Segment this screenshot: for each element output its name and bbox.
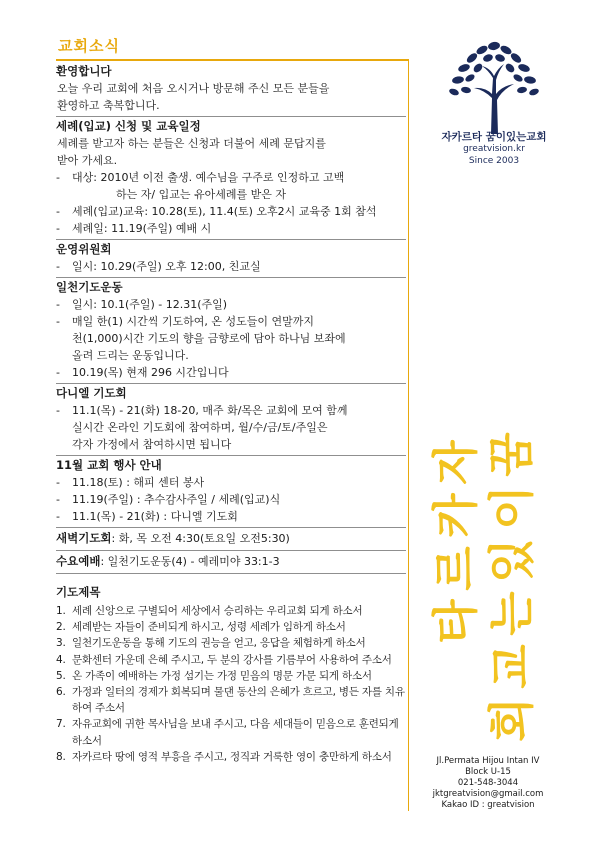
section-label: 수요예배 (56, 554, 101, 568)
section-title: 11월 교회 행사 안내 (56, 458, 162, 472)
title-glyph: 타 (428, 599, 483, 644)
list-text: 10.19(목) 현재 296 시간입니다 (72, 366, 229, 379)
section-prayer-topics (56, 584, 406, 765)
paragraph-line: 받아 가세요. (57, 154, 118, 167)
church-name: 자카르타 꿈이있는교회 (441, 131, 547, 143)
paragraph-line: 환영하고 축복합니다. (57, 99, 160, 112)
prayer-item (56, 619, 406, 635)
section-november (56, 456, 406, 528)
address-line: Jl.Permata Hijou Intan IV (436, 756, 540, 766)
section-prayer-movement (56, 278, 406, 384)
title-glyph: 있 (484, 538, 539, 583)
list-item (56, 296, 406, 313)
list-item (56, 169, 406, 186)
phone-number: 021-548-3044 (457, 778, 519, 788)
list-text: 매일 한(1) 시간씩 기도하여, 온 성도들이 연말까지 (72, 315, 314, 328)
list-dash: - (56, 315, 60, 328)
prayer-item (56, 635, 406, 651)
title-glyph: 꿈 (484, 432, 539, 477)
page-title: 교회소식 (58, 37, 120, 55)
title-glyph: 카 (428, 493, 483, 538)
list-dash: - (56, 404, 60, 417)
paragraph-line: 오늘 우리 교회에 처음 오시거나 방문해 주신 모든 분들을 (57, 82, 330, 95)
list-dash: - (56, 222, 60, 235)
prayer-text: 세례받는 자들이 준비되게 하시고, 성령 세례가 임하게 하소서 (72, 621, 346, 634)
kakao-id: Kakao ID : greatvision (441, 800, 535, 810)
list-item (56, 313, 406, 330)
title-glyph: 교 (484, 644, 539, 689)
list-item (56, 258, 406, 275)
list-continuation: 하는 자/ 입교는 유아세례를 받은 자 (116, 188, 286, 201)
prayer-text: 세례 신앙으로 구별되어 세상에서 승리하는 우리교회 되게 하소서 (72, 605, 363, 617)
title-column-1 (428, 436, 483, 648)
church-website: greatvision.kr (463, 144, 525, 154)
prayer-number: 8. (56, 750, 66, 763)
list-continuation: 실시간 온라인 기도회에 참여하며, 월/수/금/토/주일은 (72, 421, 328, 434)
column-divider (408, 59, 409, 811)
list-item (56, 220, 406, 237)
section-welcome (56, 62, 406, 117)
list-dash: - (56, 510, 60, 523)
title-glyph: 이 (484, 485, 539, 530)
prayer-number: 1. (56, 605, 66, 617)
list-text: 세례일: 11.19(주일) 예배 시 (72, 222, 212, 235)
list-dash: - (56, 298, 60, 311)
section-baptism (56, 117, 406, 240)
section-title: 운영위원회 (56, 242, 112, 256)
list-text: 11.19(주일) : 추수감사주일 / 세례(입교)식 (72, 493, 281, 506)
list-item (56, 474, 406, 491)
prayer-text: 문화센터 가운데 은혜 주시고, 두 분의 강사를 기름부어 사용하여 주소서 (72, 653, 392, 666)
section-wednesday-service (56, 551, 406, 574)
list-dash: - (56, 205, 60, 218)
prayer-number: 2. (56, 621, 66, 634)
prayer-item (56, 652, 406, 668)
prayer-item (56, 716, 406, 748)
list-text: 세례(입교)교육: 10.28(토), 11.4(토) 오후2시 교육중 1회 참석 (72, 205, 377, 218)
prayer-number: 7. (56, 718, 66, 731)
list-dash: - (56, 260, 60, 273)
prayer-number: 4. (56, 653, 66, 666)
list-item (56, 491, 406, 508)
section-title: 환영합니다 (56, 64, 112, 78)
list-item (56, 402, 406, 419)
list-dash: - (56, 493, 60, 506)
vertical-church-title (412, 428, 562, 748)
prayer-text: 일천기도운동을 통해 기도의 권능을 얻고, 응답을 체험하게 하소서 (72, 637, 366, 650)
prayer-text: 자카르타 땅에 영적 부흥을 주시고, 정직과 거룩한 영이 충만하게 하소서 (72, 750, 392, 763)
title-glyph: 회 (484, 697, 539, 742)
prayer-text: 자유교회에 귀한 목사님을 보내 주시고, 다음 세대들이 믿음으로 훈련되게 하소서 (72, 718, 399, 747)
prayer-item (56, 684, 406, 716)
section-text: : 화, 목 오전 4:30(토요일 오전5:30) (111, 532, 290, 545)
prayer-text: 온 가족이 예배하는 가정 섬기는 가정 믿음의 명문 가문 되게 하소서 (72, 669, 372, 682)
list-dash: - (56, 476, 60, 489)
section-title: 세례(입교) 신청 및 교육일정 (56, 119, 201, 133)
prayer-number: 5. (56, 669, 66, 682)
title-column-2 (484, 428, 539, 746)
prayer-text: 가정과 일터의 경제가 회복되며 물댄 동산의 은혜가 흐르고, 병든 자를 치유하여 주소서 (72, 686, 405, 715)
list-continuation: 올려 드리는 운동입니다. (72, 349, 189, 362)
list-dash: - (56, 366, 60, 379)
list-text: 11.18(토) : 해피 센터 봉사 (72, 476, 205, 489)
church-since: Since 2003 (468, 156, 520, 166)
title-glyph: 자 (428, 440, 483, 485)
paragraph-line: 세례를 받고자 하는 분들은 신청과 더불어 세례 문답지를 (57, 137, 326, 150)
address-line: Block U-15 (465, 767, 511, 777)
list-dash: - (56, 171, 60, 184)
section-text: : 일천기도운동(4) - 예레미야 33:1-3 (100, 555, 280, 568)
list-item (56, 364, 406, 381)
tree-logo-icon (440, 38, 548, 134)
prayer-item (56, 749, 406, 765)
prayer-number: 6. (56, 686, 66, 699)
section-committee (56, 240, 406, 278)
prayer-item (56, 603, 406, 619)
list-text: 11.1(목) - 21(화) : 다니엘 기도회 (72, 510, 238, 523)
list-continuation: 천(1,000)시간 기도의 향을 금향로에 담아 하나님 보좌에 (72, 332, 346, 345)
list-text: 일시: 10.1(주일) - 12.31(주일) (72, 298, 228, 311)
list-continuation: 각자 가정에서 참여하시면 됩니다 (72, 438, 232, 451)
list-text: 대상: 2010년 이전 출생. 예수님을 구주로 인정하고 고백 (72, 171, 345, 184)
title-glyph: 르 (428, 546, 483, 591)
title-divider (56, 59, 408, 61)
list-item (56, 508, 406, 525)
section-label: 새벽기도회 (56, 531, 112, 545)
section-daniel (56, 384, 406, 456)
email-address: jktgreatvision@gmail.com (432, 789, 544, 799)
title-glyph: 는 (484, 591, 539, 636)
section-title: 다니엘 기도회 (56, 386, 127, 400)
section-dawn-prayer (56, 528, 406, 551)
list-text: 11.1(목) - 21(화) 18-20, 매주 화/목은 교회에 모여 함께 (72, 404, 348, 417)
prayer-item (56, 668, 406, 684)
section-title: 일천기도운동 (56, 280, 123, 294)
section-title: 기도제목 (56, 585, 101, 599)
list-text: 일시: 10.29(주일) 오후 12:00, 친교실 (72, 260, 261, 273)
prayer-number: 3. (56, 637, 66, 650)
news-column (56, 62, 406, 765)
church-address (412, 756, 564, 811)
list-item (56, 203, 406, 220)
